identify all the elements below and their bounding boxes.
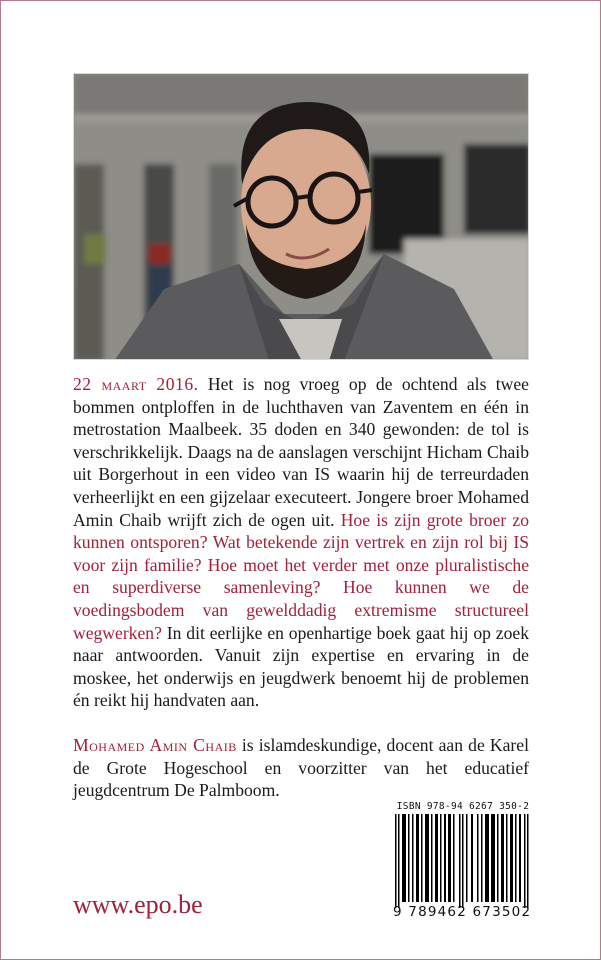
publisher-website[interactable]: www.epo.be <box>73 890 203 919</box>
blurb-text-outro: In dit eerlijke en openhartige boek gaat hij op zoek naar antwoorden. Vanuit zijn expertise en ervaring in de moskee, het onderwijs en jeugdwerk benoemt hij de problemen én reikt hij handvaten aan. <box>73 622 529 711</box>
isbn-label: ISBN 978-94 6267 350-2 <box>396 801 530 812</box>
blurb-text-intro: Het is nog vroeg op de ochtend als twee bommen ontploffen in de luchthaven van Zaventem en één in metrostation Maalbeek. 35 doden en 340 gewonden: de tol is verschrikkelijk. Daags na de aanslagen verschijnt Hicham Chaib uit Borgerhout in een video van IS waarin hij de terreurdaden verheerlijkt en een gijzelaar executeert. Jongere broer Mohamed Amin Chaib wrijft zich de ogen uit. <box>73 374 529 530</box>
barcode-number: 9 789462 673502 <box>393 904 532 920</box>
author-bio <box>73 734 529 802</box>
author-bio-text: is islamdeskundige, docent aan de Karel de Grote Hogeschool en voorzitter van het educatief jeugdcentrum De Palmboom. <box>73 735 529 801</box>
author-name: Mohamed Amin Chaib <box>73 735 237 755</box>
blurb-date: 22 maart 2016. <box>73 374 199 394</box>
author-portrait-illustration <box>74 74 529 360</box>
blurb-paragraph <box>73 373 529 712</box>
author-photo <box>73 73 529 360</box>
barcode-icon <box>395 814 529 908</box>
blurb-questions: Hoe is zijn grote broer zo kunnen ontsporen? Wat betekende zijn vertrek en zijn rol bij IS voor zijn familie? Hoe moet het verder met onze pluralistische en superdiverse samenleving? Hoe kunnen we de voedingsbodem van gewelddadig extremisme structureel wegwerken? <box>73 509 530 643</box>
